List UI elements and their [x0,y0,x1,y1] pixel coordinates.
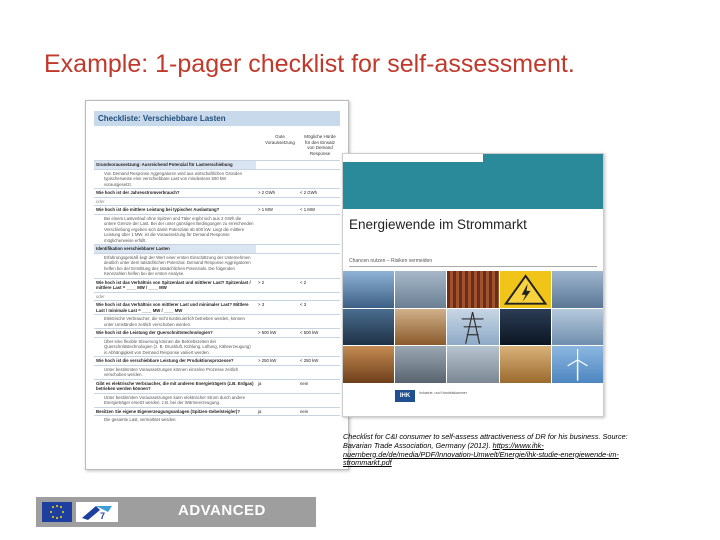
wind-turbine-icon [552,346,603,383]
checklist-row [94,292,340,301]
checklist-row-barrier-value [298,198,340,206]
source-link[interactable]: https://www.ihk-nuernberg.de/de/media/PDF/Innovation-Umwelt/Energie/ihk-studie-energiewende-im-strommarkt.pdf [343,440,619,468]
checklist-row-good-value [256,366,298,379]
fp7-logo-icon [76,502,118,522]
checklist-row-barrier-value: < 2 [300,279,307,285]
checklist-row-barrier-value [298,161,340,169]
cover-subtitle: Chancen nutzen – Risiken vermeiden [349,258,433,264]
cover-divider [349,266,597,267]
checklist-row-barrier-value: < 500 kW [300,330,319,335]
checklist-row-good-value: > 2 GWh [258,190,276,195]
checklist-row-good-value: ja [258,380,262,386]
checklist-row [94,169,340,189]
checklist-row [94,393,340,407]
checklist-row [94,253,340,278]
checklist-row [94,278,340,292]
checklist-row-text: Wie hoch ist das Verhältnis von Spitzenlast und mittlerer Last? Spitzenlast / mittlere Last = ____ MW / ____ MW [96,279,251,290]
ihk-logo: IHK [395,390,415,402]
svg-text:7: 7 [100,511,106,521]
checklist-row [94,328,340,337]
checklist-row-text: Elektrische Verbraucher, die nicht kontinuierlich betrieben werden, können unter Umständen zeitlich verschoben werden. [104,316,245,327]
checklist-row-good-value [256,161,298,169]
checklist-row [94,214,340,245]
header-good-condition: Gute Voraussetzung [265,134,295,145]
checklist-row-text: Wie hoch ist die verschiebbare Leistung der Produktionsprozesse? [96,358,234,363]
checklist-document [85,100,349,470]
pylon-icon [447,309,498,346]
checklist-row-text: Wie hoch ist die Leistung der Querschnittstechnologien? [96,330,213,335]
checklist-row-barrier-value: < 1 MW [300,207,315,212]
checklist-row-good-value [256,215,298,245]
checklist-row-good-value [256,416,298,424]
checklist-row [94,244,340,253]
checklist-row-text: Unter bestimmten Voraussetzungen kann elektrischer Strom durch andere Energieträger ersetzt werden, z.B. bei der Wärmeerzeugung. [104,394,246,405]
cover-photo [500,309,551,346]
checklist-row [94,365,340,379]
lightning-icon [500,271,551,308]
checklist-row-good-value: > 250 kW [258,358,277,363]
cover-photo [343,309,394,346]
cover-photo [395,346,446,383]
report-cover [342,153,604,417]
checklist-row-good-value [256,394,298,407]
checklist-row [94,197,340,206]
eu-flag-icon [42,502,72,522]
checklist-row-barrier-value [298,394,340,407]
caption [343,433,643,468]
checklist-row [94,188,340,197]
checklist-row-good-value: > 500 kW [258,330,277,335]
checklist-column-headers [94,132,340,158]
checklist-row-barrier-value: nein [300,380,309,386]
checklist-row-good-value: > 1 MW [258,207,273,212]
power-pylon-photo [447,309,498,346]
project-name-advanced: ADVANCED [178,502,266,519]
checklist-row-text: Von Demand Response Aggregatoren wird aus wirtschaftlichen Gründen typischerweise eine verschiebbare Last von mindestens 500 kW vorausgesetzt. [104,170,243,187]
checklist-row-good-value [256,170,298,189]
checklist-row-good-value [256,198,298,206]
checklist-row-text: Besitzen Sie eigene Eigenerzeugungsanlagen (Spitzen-Gebelsteigler)? [96,408,240,414]
checklist-row-good-value [256,338,298,357]
checklist-row-barrier-value [298,170,340,189]
checklist-row [94,356,340,365]
checklist-row-text: Die gesamte Last, vermarktet werden. [104,417,177,422]
checklist-row-barrier-value: nein [300,408,309,414]
checklist-row-barrier-value [298,254,340,278]
cover-title: Energiewende im Strommarkt [349,217,527,232]
cover-photo [552,309,603,346]
checklist-row-text: Erfahrungsgemäß liegt der Wert einer ersten Einschätzung der Unternehmen deutlich unter dem tatsächlichen Potenzial. Demand Response Aggregatoren helfen bei der Ermittlung des tatsächlichen Potenzials. Die folgenden Kennzahlen helfen bei der ersten Analyse. [104,254,251,276]
checklist-row [94,337,340,357]
checklist-row-good-value [256,245,298,253]
checklist-row-barrier-value: < 3 [300,302,307,307]
checklist-row-good-value [256,254,298,278]
checklist-row-text: Bei einem Lastverlauf ohne Spitzen und Täler ergibt sich aus 2 GWh die untere Grenze der Last. Bei der unter günstigen Bedingungen zu erreichenden Verschiebung ergeben sich damit Potenziale ab 500 kW. Liegt die mittlere Leistung über 1 MW, ist die Voraussetzung für Demand Response möglicherweise erfüllt. [104,215,254,243]
checklist-row [94,379,340,393]
checklist-row-text: Unter bestimmten Voraussetzungen können einzelne Prozesse zeitlich verschoben werden. [104,366,239,377]
checklist-rows [94,160,340,424]
header-possible-barrier: Mögliche Hürde für den Einsatz von Demand Response [304,134,336,156]
checklist-row-barrier-value: < 250 kW [300,358,319,363]
checklist-row-barrier-value [298,338,340,357]
slide-title: Example: 1-pager checklist for self-assessment. [44,50,575,78]
cover-photo [343,346,394,383]
footer-bar [36,497,316,527]
checklist-row [94,314,340,328]
wind-turbine-photo [552,346,603,383]
checklist-row-barrier-value [298,293,340,301]
checklist-row-text: oder [96,198,105,204]
checklist-row-text: Über eine flexible Steuerung können die Betriebszeiten der Querschnittstechnologien (z. B. Druckluft, Kühlung, Lüftung, Kälteerzeugung) in Abhängigkeit von Demand Response variiert werden. [104,338,251,355]
ihk-logo-text: Industrie- und Handelskammer [419,391,467,395]
checklist-row-good-value: > 3 [258,302,265,307]
checklist-row-barrier-value [298,366,340,379]
checklist-row-text: Identifikation verschiebbarer Lasten [94,245,256,253]
checklist-row-barrier-value [298,245,340,253]
checklist-row-barrier-value: < 2 GWh [300,190,318,195]
checklist-row-text: oder [96,293,105,299]
checklist-row [94,407,340,416]
checklist-row-good-value [256,293,298,301]
checklist-row-text: Wie hoch ist das Verhältnis von mittlerer Last und minimaler Last? Mittlere Last / minimale Last = ____ MW / ____ MW [96,302,249,313]
cover-photo [447,271,498,308]
checklist-row-barrier-value [298,416,340,424]
checklist-row-barrier-value [298,215,340,245]
cover-photo [552,271,603,308]
checklist-row [94,205,340,214]
cover-photo [447,346,498,383]
checklist-row-text: Grundvoraussetzung: Ausreichend Potenzial für Lastverschiebung [94,161,256,169]
checklist-row [94,300,340,314]
checklist-row-good-value: > 2 [258,279,265,285]
cover-photo-grid [343,271,603,383]
checklist-row-barrier-value [298,315,340,328]
cover-banner [343,154,603,209]
checklist-row-text: Wie hoch ist die mittlere Leistung bei typischer Auslastung? [96,207,220,212]
checklist-title: Checkliste: Verschiebbare Lasten [94,111,340,126]
cover-photo [343,271,394,308]
warning-sign-photo [500,271,551,308]
checklist-row-good-value: ja [258,408,262,414]
checklist-row [94,160,340,169]
cover-photo [500,346,551,383]
cover-photo [395,271,446,308]
checklist-row-good-value [256,315,298,328]
checklist-row-text: Gibt es elektrische Verbraucher, die mit anderen Energieträgern (z.B. Erdgas) betrieben werden können? [96,380,254,391]
checklist-row [94,415,340,424]
checklist-row-text: Wie hoch ist der Jahresstromverbrauch? [96,190,180,195]
caption-text: Checklist for C&I consumer to self-assess attractiveness of DR for his business. Source: Bavarian Trade Association, Germany (2012). [343,432,628,450]
cover-photo [395,309,446,346]
